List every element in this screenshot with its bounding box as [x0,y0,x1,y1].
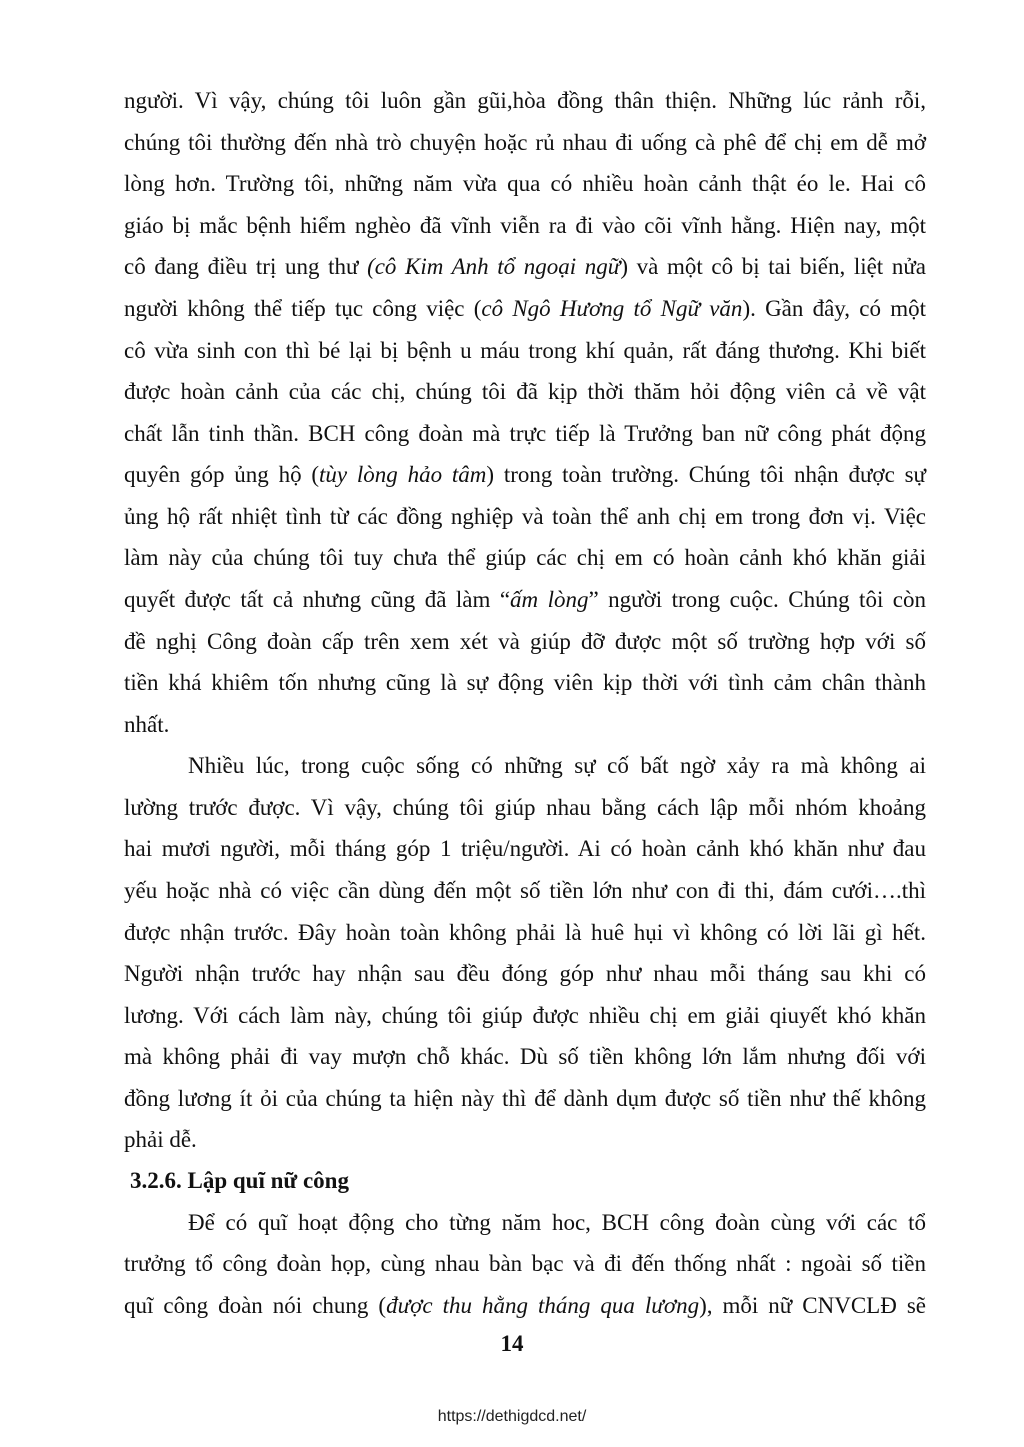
text-line: trưởng tổ công đoàn họp, cùng nhau bàn bạc và đi đến thống nhất : ngoài số tiền [124,1251,926,1276]
section-heading: 3.2.6. Lập quĩ nữ công [130,1168,349,1193]
text-line: hai mươi người, mỗi tháng góp 1 triệu/người. Ai có hoàn cảnh khó khăn như đau [124,836,926,861]
text-line: lương. Với cách làm này, chúng tôi giúp được nhiều chị em giải qiuyết khó khăn [124,1003,926,1028]
text-line: quĩ công đoàn nói chung (được thu hằng tháng qua lương), mỗi nữ CNVCLĐ sẽ [124,1293,926,1318]
footer-url: https://dethigdcd.net/ [437,1408,587,1425]
text-line: nhất. [124,712,170,737]
text-line: cô đang điều trị ung thư (cô Kim Anh tổ ngoại ngữ) và một cô bị tai biến, liệt nửa [124,254,926,279]
text-line: giáo bị mắc bệnh hiểm nghèo đã vĩnh viễn ra đi vào cõi vĩnh hằng. Hiện nay, một [124,213,926,238]
text-line: Để có quĩ hoạt động cho từng năm hoc, BCH công đoàn cùng với các tổ [188,1210,926,1235]
italic-text: tùy lòng hảo tâm [319,462,487,487]
text-line: đồng lương ít ỏi của chúng ta hiện này thì để dành dụm được số tiền như thế không [124,1086,926,1111]
text-line: cô vừa sinh con thì bé lại bị bệnh u máu trong khí quản, rất đáng thương. Khi biết [124,338,926,363]
text-line: phải dễ. [124,1127,197,1152]
text-line: chúng tôi thường đến nhà trò chuyện hoặc rủ nhau đi uống cà phê để chị em dễ mở [124,130,926,155]
italic-text: (cô Kim Anh tổ ngoại ngữ [367,254,621,279]
text-line: đề nghị Công đoàn cấp trên xem xét và giúp đỡ được một số trường hợp với số [124,629,926,654]
text-line: quyết được tất cả nhưng cũng đã làm “ấm lòng” người trong cuộc. Chúng tôi còn [124,587,926,612]
italic-text: ấm lòng [510,587,589,612]
text-line: được nhận trước. Đây hoàn toàn không phải là huê hụi vì không có lời lãi gì hết. [124,920,926,945]
page-number: 14 [500,1331,524,1356]
text-line: làm này của chúng tôi tuy chưa thể giúp các chị em có hoàn cảnh khó khăn giải [124,545,926,570]
text-line: mà không phải đi vay mượn chỗ khác. Dù số tiền không lớn lắm nhưng đối với [124,1044,926,1069]
text-line: lòng hơn. Trường tôi, những năm vừa qua có nhiều hoàn cảnh thật éo le. Hai cô [124,171,926,196]
text-line: tiền khá khiêm tốn nhưng cũng là sự động viên kịp thời với tình cảm chân thành [124,670,926,695]
text-line: ủng hộ rất nhiệt tình từ các đồng nghiệp và toàn thể anh chị em trong đơn vị. Việc [124,504,926,529]
text-line: được hoàn cảnh của các chị, chúng tôi đã kịp thời thăm hỏi động viên cả về vật [124,379,926,404]
text-line: người không thể tiếp tục công việc (cô Ngô Hương tổ Ngữ văn). Gần đây, có một [124,296,926,321]
text-line: Người nhận trước hay nhận sau đều đóng góp như nhau mỗi tháng sau khi có [124,961,926,986]
text-line: Nhiều lúc, trong cuộc sống có những sự cố bất ngờ xảy ra mà không ai [188,753,926,778]
text-line: lường trước được. Vì vậy, chúng tôi giúp nhau bằng cách lập mỗi nhóm khoảng [124,795,926,820]
text-line: chất lẫn tinh thần. BCH công đoàn mà trực tiếp là Trưởng ban nữ công phát động [124,421,926,446]
italic-text: cô Ngô Hương tổ Ngữ văn [481,296,743,321]
italic-text: được thu hằng tháng qua lương [386,1293,700,1318]
text-line: quyên góp ủng hộ (tùy lòng hảo tâm) trong toàn trường. Chúng tôi nhận được sự [124,462,926,487]
text-line: yếu hoặc nhà có việc cần dùng đến một số tiền lớn như con đi thi, đám cưới….thì [124,878,926,903]
text-line: người. Vì vậy, chúng tôi luôn gần gũi,hòa đồng thân thiện. Những lúc rảnh rỗi, [124,88,926,113]
